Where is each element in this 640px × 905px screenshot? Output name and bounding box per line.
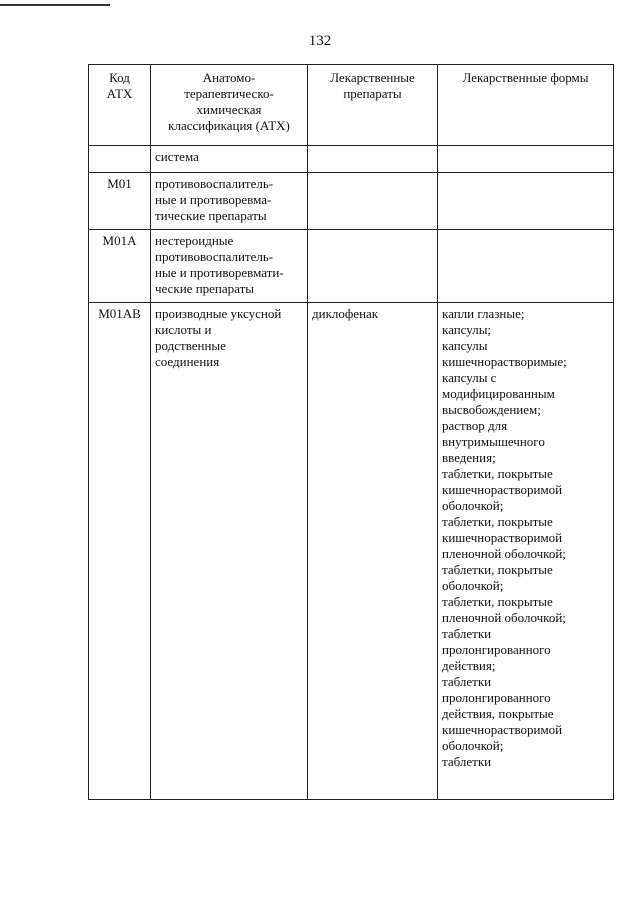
form-line: оболочкой; <box>442 738 504 753</box>
header-classification <box>151 65 308 146</box>
form-line: кишечнорастворимой <box>442 722 563 737</box>
form-line: действия, покрытые <box>442 706 554 721</box>
cell-code <box>89 146 151 173</box>
cell-code: М01 <box>89 173 151 230</box>
cell-classification <box>151 146 308 173</box>
header-text-line: Лекарственные формы <box>462 70 589 85</box>
form-line: введения; <box>442 450 496 465</box>
header-code <box>89 65 151 146</box>
cell-forms <box>438 173 614 230</box>
form-line: кишечнорастворимой <box>442 482 563 497</box>
form-line: таблетки, покрытые <box>442 594 553 609</box>
header-text-line: классификация (АТХ) <box>168 118 290 133</box>
cell-text-line: система <box>155 149 199 164</box>
header-text-line: Анатомо- <box>202 70 256 85</box>
form-line: высвобождением; <box>442 402 541 417</box>
cell-code: М01АВ <box>89 303 151 800</box>
cell-classification <box>151 173 308 230</box>
form-line: таблетки <box>442 754 492 769</box>
form-line: пленочной оболочкой; <box>442 610 566 625</box>
cell-text-line: родственные <box>155 338 226 353</box>
cell-text-line: кислоты и <box>155 322 212 337</box>
cell-text-line: соединения <box>155 354 220 369</box>
table-row <box>89 230 614 303</box>
cell-code: М01А <box>89 230 151 303</box>
header-text-line: химическая <box>196 102 262 117</box>
cell-text-line: противовоспалитель- <box>155 176 274 191</box>
form-line: капли глазные; <box>442 306 525 321</box>
form-line: модифицированным <box>442 386 555 401</box>
form-line: таблетки, покрытые <box>442 466 553 481</box>
cell-classification <box>151 230 308 303</box>
cell-drugs <box>308 173 438 230</box>
form-line: капсулы с <box>442 370 497 385</box>
form-line: таблетки <box>442 674 492 689</box>
table-header-row <box>89 65 614 146</box>
cell-drugs: диклофенак <box>308 303 438 800</box>
cell-forms <box>438 230 614 303</box>
cell-text-line: ные и противоревма- <box>155 192 272 207</box>
form-line: действия; <box>442 658 496 673</box>
form-line: внутримышечного <box>442 434 545 449</box>
header-text-line: препараты <box>343 86 402 101</box>
page-number: 132 <box>308 33 332 49</box>
scan-artifact-line <box>0 4 110 6</box>
header-text-line: терапевтическо- <box>184 86 274 101</box>
table-row <box>89 173 614 230</box>
cell-classification <box>151 303 308 800</box>
form-line: капсулы <box>442 338 488 353</box>
form-line: пленочной оболочкой; <box>442 546 566 561</box>
form-line: таблетки <box>442 626 492 641</box>
header-text-line: Лекарственные <box>330 70 415 85</box>
cell-text-line: производные уксусной <box>155 306 282 321</box>
table-row <box>89 146 614 173</box>
form-line: раствор для <box>442 418 508 433</box>
table-row <box>89 303 614 800</box>
form-line: таблетки, покрытые <box>442 562 553 577</box>
cell-text-line: нестероидные <box>155 233 234 248</box>
form-line: капсулы; <box>442 322 492 337</box>
form-line: пролонгированного <box>442 690 551 705</box>
header-text-line: Код <box>109 70 130 85</box>
form-line: оболочкой; <box>442 578 504 593</box>
cell-text-line: ческие препараты <box>155 281 254 296</box>
cell-drugs <box>308 230 438 303</box>
cell-text-line: противовоспалитель- <box>155 249 274 264</box>
header-drugs <box>308 65 438 146</box>
cell-text-line: тические препараты <box>155 208 267 223</box>
header-text-line: АТХ <box>106 86 133 101</box>
form-line: кишечнорастворимые; <box>442 354 567 369</box>
form-line: кишечнорастворимой <box>442 530 563 545</box>
cell-text-line: ные и противоревмати- <box>155 265 284 280</box>
cell-forms <box>438 303 614 800</box>
form-line: оболочкой; <box>442 498 504 513</box>
cell-forms <box>438 146 614 173</box>
header-forms <box>438 65 614 146</box>
form-line: пролонгированного <box>442 642 551 657</box>
atx-classification-table <box>88 64 614 800</box>
cell-drugs <box>308 146 438 173</box>
form-line: таблетки, покрытые <box>442 514 553 529</box>
